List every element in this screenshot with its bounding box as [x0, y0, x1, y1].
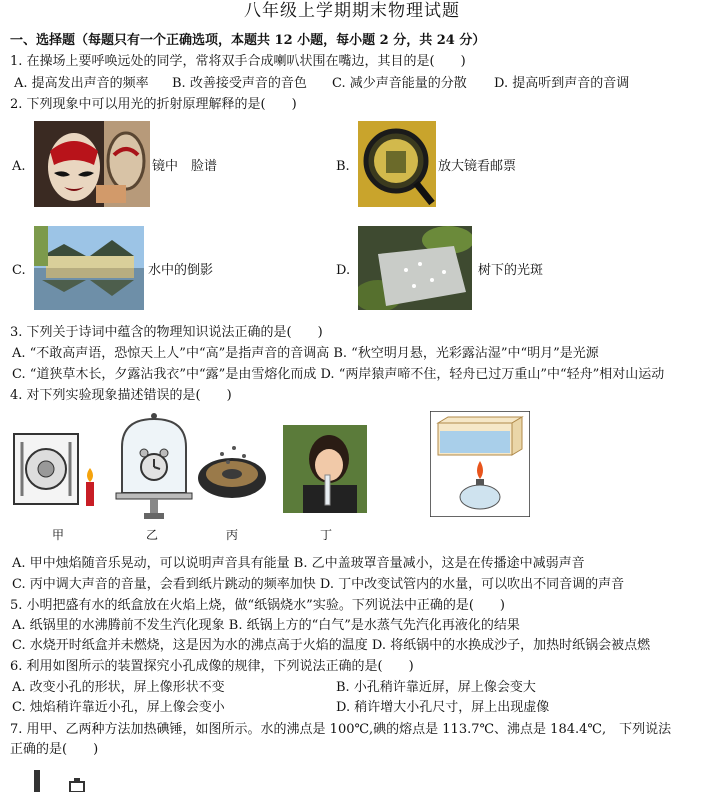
question-1-option-b[interactable]: B. 改善接受声音的音色 [172, 76, 307, 91]
question-6-option-b[interactable]: B. 小孔稍许靠近屏，屏上像会变大 [336, 680, 536, 695]
question-2-option-d-label[interactable]: D. [336, 263, 351, 278]
bell-jar-figure [112, 413, 196, 521]
question-3-options-cd[interactable]: C. “道狭草木长，夕露沾我衣”中“露”是由雪熔化而成 D. “两岸猿声啼不住，轻舟已过万重山”中“轻舟”相对山运动 [12, 367, 665, 382]
question-1-option-c[interactable]: C. 减少声音能量的分散 [332, 76, 467, 91]
question-1-option-d[interactable]: D. 提高听到声音的音调 [494, 76, 630, 91]
question-6-option-a[interactable]: A. 改变小孔的形状，屏上像形状不变 [12, 680, 225, 695]
question-3-stem: 3. 下列关于诗词中蕴含的物理知识说法正确的是( ) [10, 325, 323, 340]
question-5-options-cd[interactable]: C. 水烧开时纸盒并未燃烧，这是因为水的沸点高于火焰的温度 D. 将纸锅中的水换成沙子，加热时纸锅会被点燃 [12, 638, 651, 653]
question-1-stem: 1. 在操场上要呼唤远处的同学，常将双手合成喇叭状围在嘴边，其目的是( ) [10, 54, 466, 69]
speaker-candle-figure [12, 428, 102, 512]
speaker-paper-figure [196, 440, 268, 502]
question-2-option-c-caption: 水中的倒影 [148, 263, 214, 278]
question-6-option-c[interactable]: C. 烛焰稍许靠近小孔，屏上像会变小 [12, 700, 225, 715]
question-1-option-a[interactable]: A. 提高发出声音的频率 [14, 76, 149, 91]
magnifier-stamp-image [358, 121, 436, 207]
question-5-options-ab[interactable]: A. 纸锅里的水沸腾前不发生汽化现象 B. 纸锅上方的“白气”是水蒸气先汽化再液化的结果 [12, 618, 520, 633]
iodine-hammer-figure-partial [14, 766, 94, 792]
question-6-stem: 6. 利用如图所示的装置探究小孔成像的规律，下列说法正确的是( ) [10, 659, 414, 674]
question-2-option-b-label[interactable]: B. [336, 159, 350, 174]
page-title: 八年级上学期期末物理试题 [244, 1, 460, 21]
question-4-options-cd[interactable]: C. 丙中调大声音的音量，会看到纸片跳动的频率加快 D. 丁中改变试管内的水量，可以吹出不同音调的声音 [12, 577, 625, 592]
opera-mask-mirror-image [34, 121, 150, 207]
figure-label-ding: 丁 [320, 528, 333, 542]
question-6-option-d[interactable]: D. 稍许增大小孔尺寸，屏上出现虚像 [336, 700, 550, 715]
water-reflection-pavilion-image [34, 226, 144, 310]
question-2-stem: 2. 下列现象中可以用光的折射原理解释的是( ) [10, 97, 297, 112]
question-2-option-d-caption: 树下的光斑 [478, 263, 544, 278]
section-heading: 一、选择题（每题只有一个正确选项，本题共 12 小题，每小题 2 分，共 24 分） [10, 33, 486, 48]
question-2-option-b-caption: 放大镜看邮票 [438, 159, 517, 174]
figure-label-jia: 甲 [52, 528, 65, 542]
question-2-option-a-label[interactable]: A. [12, 159, 26, 174]
question-3-options-ab[interactable]: A. “不敢高声语，恐惊天上人”中“高”是指声音的音调高 B. “秋空明月悬，光彩露沾湿”中“明月”是光源 [12, 346, 599, 361]
question-7-stem: 7. 用甲、乙两种方法加热碘锤，如图所示。水的沸点是 100℃,碘的熔点是 113.7℃、沸点是 184.4℃, 下列说法 [10, 722, 672, 737]
question-2-option-c-label[interactable]: C. [12, 263, 26, 278]
question-4-stem: 4. 对下列实验现象描述错误的是( ) [10, 388, 232, 403]
paper-pot-burner-figure [430, 411, 530, 517]
question-2-option-a-caption: 镜中 脸谱 [152, 159, 218, 174]
figure-label-yi: 乙 [146, 528, 159, 542]
question-7-stem-continued: 正确的是( ) [10, 742, 99, 757]
tree-light-spots-image [358, 226, 472, 310]
figure-label-bing: 丙 [226, 528, 239, 542]
question-4-options-ab[interactable]: A. 甲中烛焰随音乐晃动，可以说明声音具有能量 B. 乙中盖玻罩音量减小，这是在传播途中减弱声音 [12, 556, 585, 571]
question-5-stem: 5. 小明把盛有水的纸盒放在火焰上烧，做“纸锅烧水”实验。下列说法中正确的是( ) [10, 598, 505, 613]
girl-test-tube-figure [283, 425, 367, 513]
